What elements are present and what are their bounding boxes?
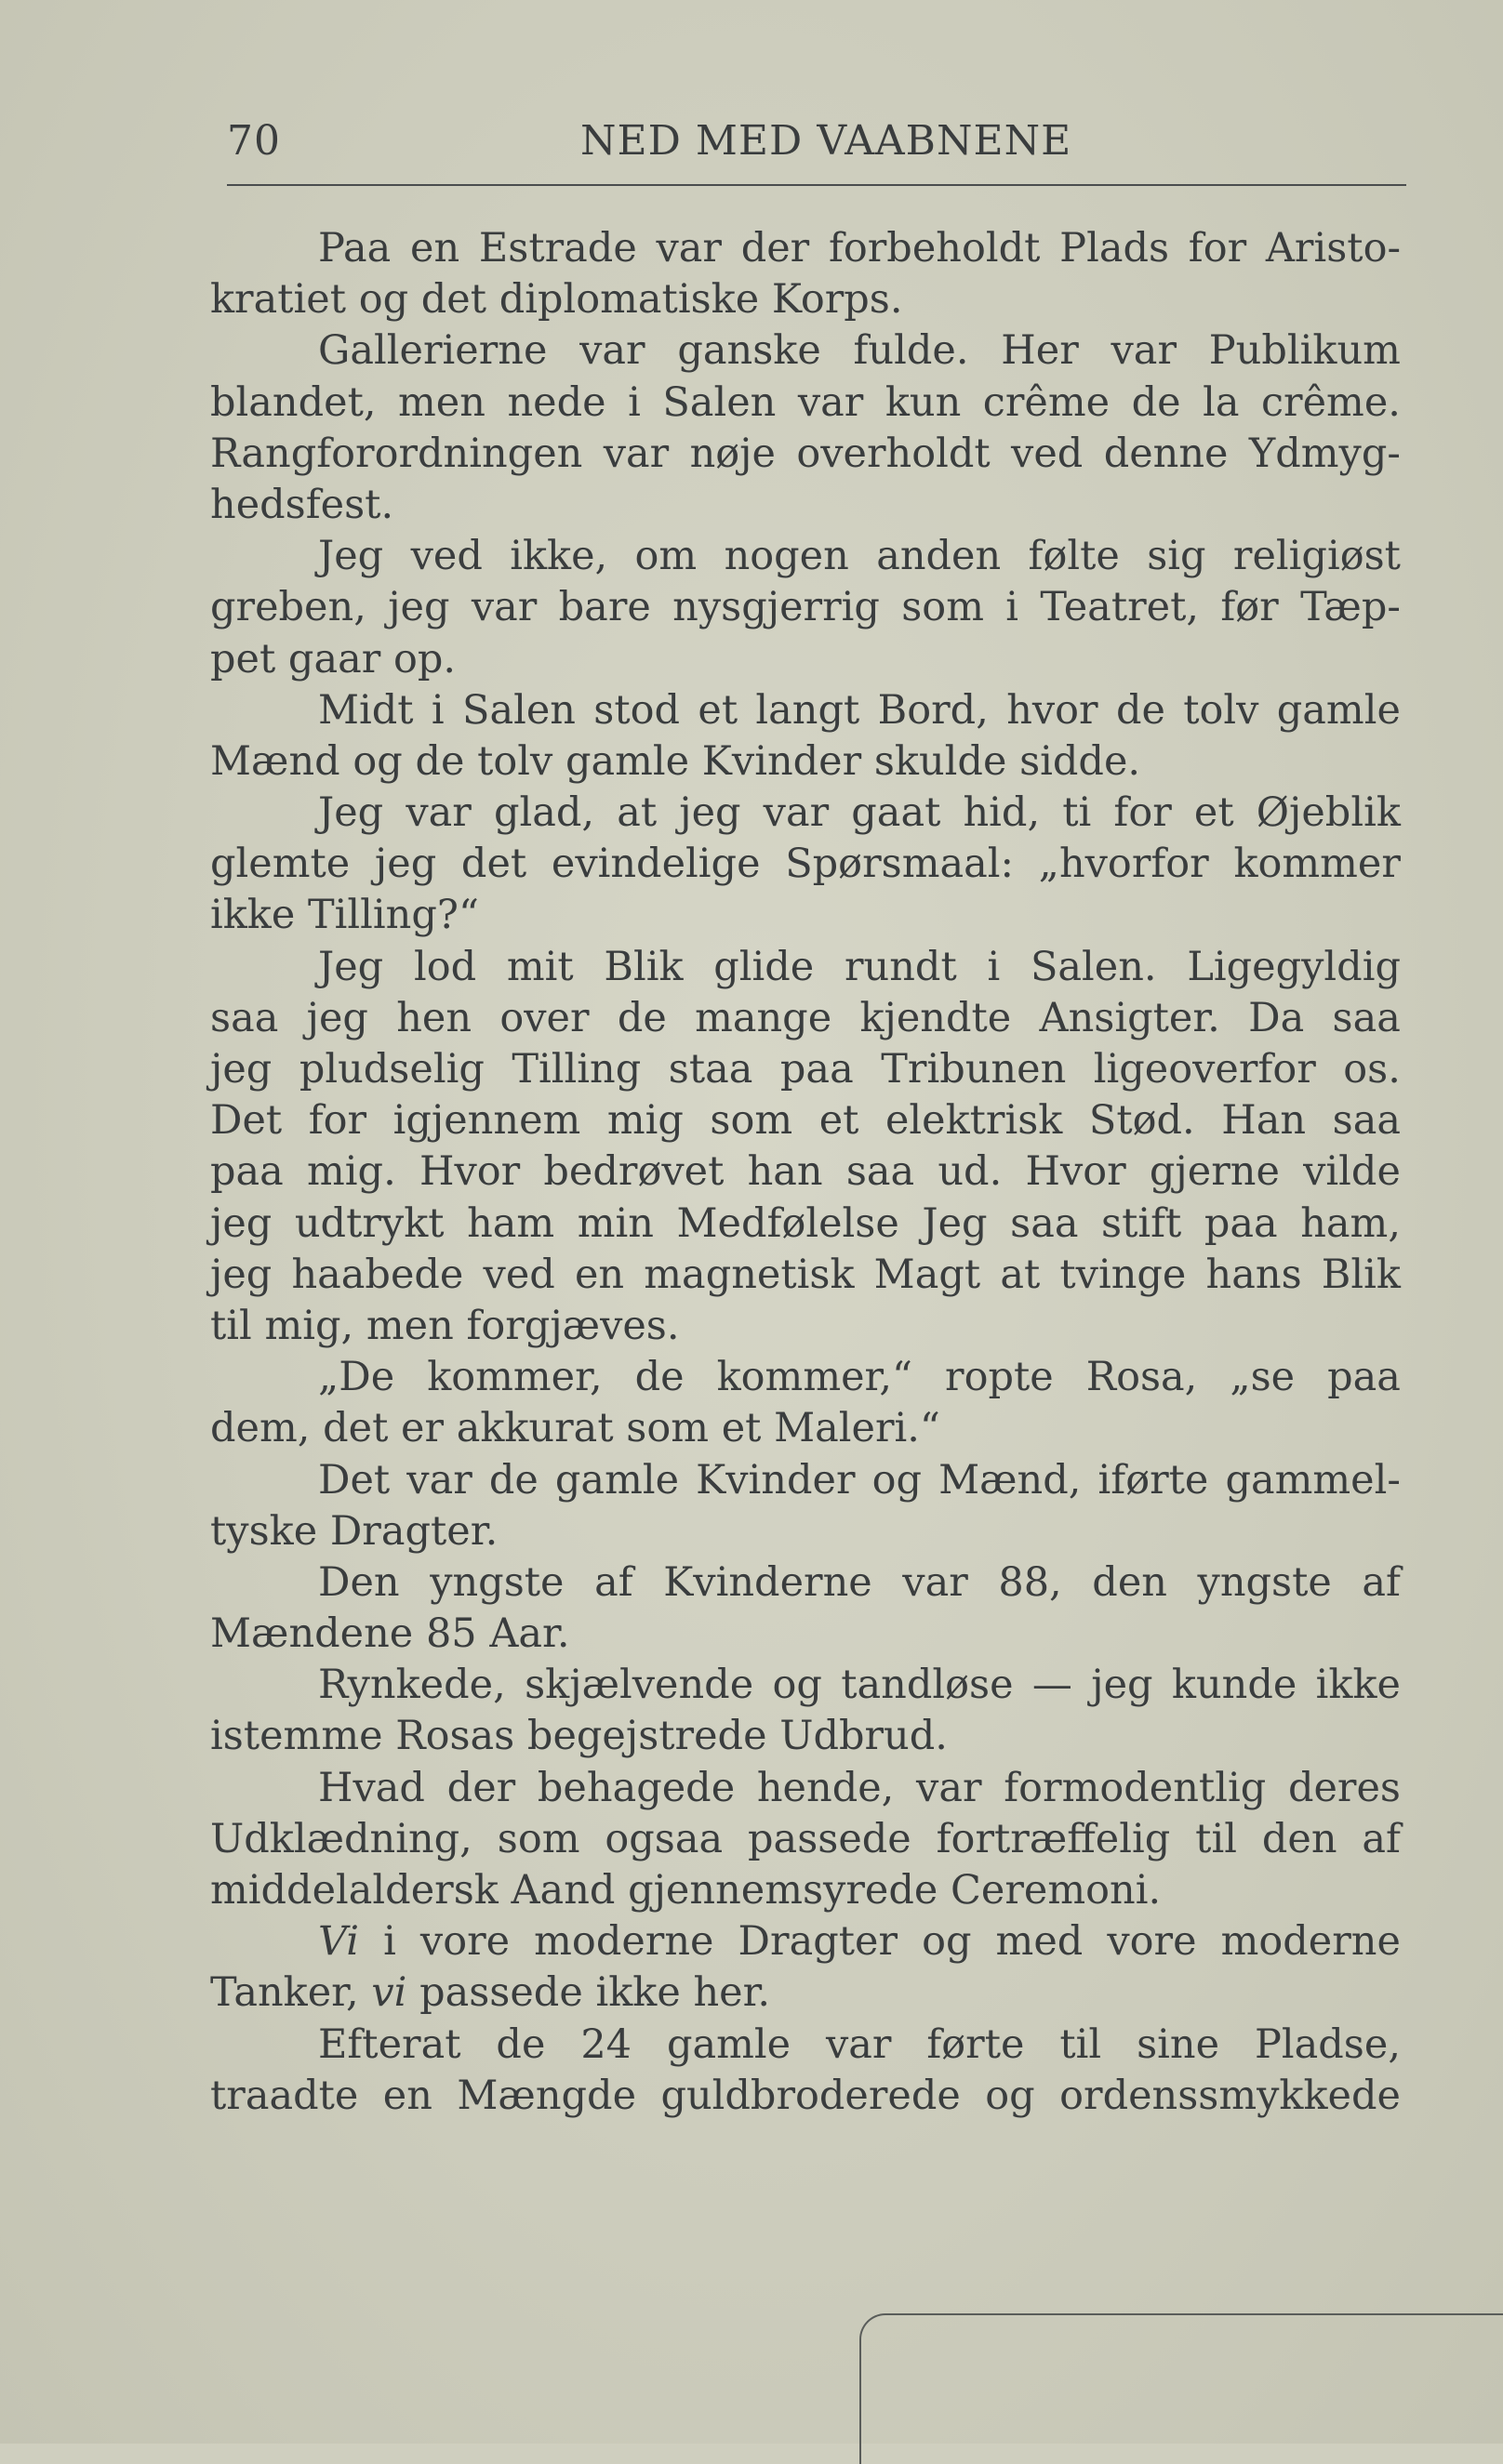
text-line: Paa en Estrade var der forbeholdt Plads for Aristo- — [318, 225, 1401, 272]
text-line: paa mig. Hvor bedrøvet han saa ud. Hvor gjerne vilde — [210, 1148, 1401, 1196]
stamp-frame — [859, 2313, 1503, 2464]
text-line: middelaldersk Aand gjennemsyrede Ceremoni. — [210, 1867, 1162, 1914]
page-header — [227, 117, 1408, 173]
text-line: dem, det er akkurat som et Maleri.“ — [210, 1405, 940, 1452]
text-line: tyske Dragter. — [210, 1507, 499, 1555]
text-line: Den yngste af Kvinderne var 88, den yngste af — [318, 1558, 1401, 1606]
text-line: istemme Rosas begejstrede Udbrud. — [210, 1713, 948, 1760]
text-line: hedsfest. — [210, 481, 394, 528]
text-line: pet gaar op. — [210, 635, 457, 682]
text-line: Mænd og de tolv gamle Kvinder skulde sidde. — [210, 737, 1141, 785]
running-head: NED MED VAABNENE — [580, 117, 1072, 165]
text-line: „De kommer, de kommer,“ ropte Rosa, „se paa — [318, 1354, 1401, 1401]
header-rule — [227, 184, 1406, 186]
body-text — [210, 223, 1401, 2122]
text-line: Jeg var glad, at jeg var gaat hid, ti for et Øjeblik — [318, 789, 1401, 837]
text-line: Midt i Salen stod et langt Bord, hvor de tolv gamle — [318, 686, 1401, 734]
text-line: Mændene 85 Aar. — [210, 1610, 570, 1658]
text-line: Efterat de 24 gamle var førte til sine Pladse, — [318, 2020, 1401, 2068]
text-line: kratiet og det diplomatiske Korps. — [210, 276, 903, 324]
text-line: Rynkede, skjælvende og tandløse — jeg kunde ikke — [318, 1662, 1401, 1709]
text-line: jeg pludselig Tilling staa paa Tribunen ligeoverfor os. — [210, 1046, 1401, 1093]
text-line: Hvad der behagede hende, var formodentlig deres — [318, 1764, 1401, 1811]
text-line: Tanker, vi passede ikke her. — [210, 1969, 771, 2017]
page-number: 70 — [227, 117, 281, 165]
text-line: Jeg lod mit Blik glide rundt i Salen. Ligegyldig — [318, 943, 1401, 990]
text-line: Udklædning, som ogsaa passede fortræffelig til den af — [210, 1815, 1401, 1862]
text-line: saa jeg hen over de mange kjendte Ansigter. Da saa — [210, 994, 1401, 1041]
text-line: Det var de gamle Kvinder og Mænd, iførte gammel- — [318, 1456, 1401, 1504]
text-line: blandet, men nede i Salen var kun crême de la crême. — [210, 378, 1401, 426]
text-line: ikke Tilling?“ — [210, 892, 479, 939]
text-line: traadte en Mængde guldbroderede og ordenssmykkede — [210, 2072, 1401, 2119]
text-line: Jeg ved ikke, om nogen anden følte sig religiøst — [318, 533, 1401, 580]
text-line: greben, jeg var bare nysgjerrig som i Teatret, før Tæp- — [210, 584, 1401, 631]
text-line: Rangforordningen var nøje overholdt ved denne Ydmyg- — [210, 430, 1401, 477]
text-line: Gallerierne var ganske fulde. Her var Publikum — [318, 327, 1401, 375]
text-line: jeg udtrykt ham min Medfølelse Jeg saa stift paa ham, — [210, 1199, 1401, 1247]
text-line: Vi i vore moderne Dragter og med vore moderne — [318, 1918, 1401, 1966]
text-line: til mig, men forgjæves. — [210, 1302, 680, 1349]
text-line: glemte jeg det evindelige Spørsmaal: „hvorfor kommer — [210, 841, 1401, 888]
text-line: Det for igjennem mig som et elektrisk Stød. Han saa — [210, 1097, 1401, 1145]
text-line: jeg haabede ved en magnetisk Magt at tvinge hans Blik — [210, 1251, 1401, 1298]
